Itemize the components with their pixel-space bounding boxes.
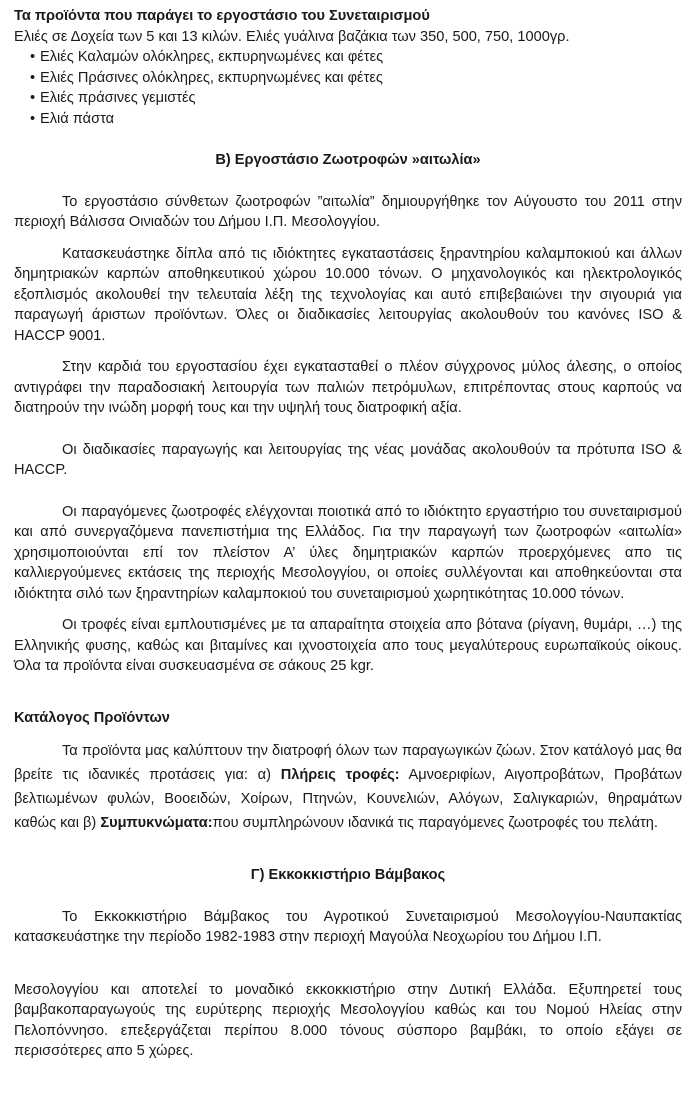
paragraph: Οι παραγόμενες ζωοτροφές ελέγχονται ποιοτικά από το ιδιόκτητο εργαστήριο του συνεταιρισμού και από συνεργαζόμενα πανεπιστήμια της Ελλάδος. Για την παραγωγή των ζωοτροφών «αιτωλία» χρησιμοποιούνται επί τον πλείστον Α’ ύλες δημητριακών καρπών προερχόμενες απο τις καλλιεργούμενες εκτάσεις της περιοχής Μεσολογγίου, οι οποίες συλλέγονται και αποθηκεύονται στα ιδιόκτητα σιλό των ξηραντηρίων καλαμποκιού του συνεταιρισμού χωρητικότητας 10.000 τόνων. xyxy=(14,503,682,602)
paragraph: Το εργοστάσιο σύνθετων ζωοτροφών ”αιτωλία” δημιουργήθηκε τον Αύγουστο του 2011 στην περιοχή Βάλισσα Οινιαδών του Δήμου Ι.Π. Μεσολογγίου. xyxy=(14,193,682,230)
paragraph: Κατασκευάστηκε δίπλα από τις ιδιόκτητες εγκαταστάσεις ξηραντηρίου καλαμποκιού και άλλων δημητριακών καρπών αποθηκευτικού χώρου 10.000 τόνων. Ο μηχανολογικός και ηλεκτρολογικός εξοπλισμός ακολουθεί την τελευταία λέξη της τεχνολογίας και αυτό επιβεβαιώνει την σιγουριά για παραγωγή άριστων προϊόντων. Όλες οι διαδικασίες λειτουργίας ακολουθούν του κανόνες ISO & HACCP 9001. xyxy=(14,245,682,344)
catalog-paragraph xyxy=(14,739,682,835)
list-item: • Ελιές πράσινες γεμιστές xyxy=(30,88,682,109)
products-list xyxy=(14,47,682,129)
catalog-heading: Κατάλογος Προϊόντων xyxy=(14,709,170,726)
paragraph: Το Εκκοκκιστήριο Βάμβακος του Αγροτικού Συνεταιρισμού Μεσολογγίου-Ναυπακτίας κατασκευάστηκε την περίοδο 1982-1983 στην περιοχή Μαγούλα Νεοχωρίου του Δήμου Ι.Π. xyxy=(14,908,682,945)
paragraph: Οι τροφές είναι εμπλουτισμένες με τα απαραίτητα στοιχεία απο βότανα (ρίγανη, θυμάρι, …) της Ελληνικής φυσης, καθώς και βιταμίνες και ιχνοστοιχεία απο τους μεγαλύτερους ευρωπαϊκούς οίκους. Όλα τα προϊόντα είναι συσκευασμένα σε σάκους 25 kgr. xyxy=(14,617,682,674)
catalog-bold-term: Πλήρεις τροφές: xyxy=(280,767,400,783)
catalog-text: Τα προϊόντα μας καλύπτουν την διατροφή όλων των παραγωγικών ζώων. Στον κατάλογό μας θα βρείτε τις ιδανικές προτάσεις για: α) xyxy=(14,743,682,783)
feed-factory-heading: Β) Εργοστάσιο Ζωοτροφών »αιτωλία» xyxy=(215,152,481,168)
gin-heading: Γ) Εκκοκκιστήριο Βάμβακος xyxy=(250,867,446,883)
catalog-text: Αμνοεριφίων, Αιγοπροβάτων, Προβάτων βελτιωμένων φυλών, Βοοειδών, Χοίρων, Πτηνών, Κουνελιών, Αλόγων, Σαλιγκαριών, θηραμάτων καθώς και β) xyxy=(14,767,683,831)
list-item: • Ελιές Πράσινες ολόκληρες, εκπυρηνωμένες και φέτες xyxy=(30,68,682,89)
paragraph: Στην καρδιά του εργοστασίου έχει εγκατασταθεί ο πλέον σύγχρονος μύλος άλεσης, ο οποίος αντιγράφει την παραδοσιακή λειτουργία των παλιών πετρόμυλων, επιτρέποντας στους καρπούς να διατηρούν την ινώδη μορφή τους και την υψηλή τους διατροφική αξία. xyxy=(14,359,682,416)
catalog-bold-term: Συμπυκνώματα: xyxy=(100,815,213,831)
catalog-text: που συμπληρώνουν ιδανικά τις παραγόμενες ζωοτροφές του πελάτη. xyxy=(212,815,658,831)
products-intro: Ελιές σε Δοχεία των 5 και 13 κιλών. Ελιές γυάλινα βαζάκια των 350, 500, 750, 1000γρ. xyxy=(14,28,570,45)
paragraph: Οι διαδικασίες παραγωγής και λειτουργίας της νέας μονάδας ακολουθούν τα πρότυπα ISO & HACCP. xyxy=(14,441,682,478)
list-item: • Ελιά πάστα xyxy=(30,109,682,130)
products-title: Τα προϊόντα που παράγει το εργοστάσιο του Συνεταιρισμού xyxy=(14,8,430,24)
paragraph: Μεσολογγίου και αποτελεί το μοναδικό εκκοκκιστήριο στην Δυτική Ελλάδα. Εξυπηρετεί τους βαμβακοπαραγωγούς της ευρύτερης περιοχής Μεσολογγίου καθώς και του Νομού Ηλείας στην Πελοπόννησο. επεξεργάζεται περίπου 8.000 τόνους σύσπορο βαμβάκι, το οποίο εξάγει σε περισσότερες απο 5 χώρες. xyxy=(14,981,682,1059)
list-item: • Ελιές Καλαμών ολόκληρες, εκπυρηνωμένες και φέτες xyxy=(30,47,682,68)
